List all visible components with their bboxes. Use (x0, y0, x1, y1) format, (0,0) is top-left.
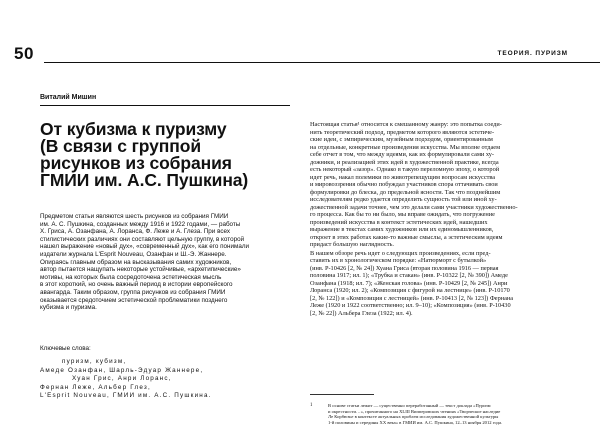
body-line: нить теоретический подход, предметом которого являются эстетиче- (310, 128, 495, 136)
abstract-line: мотивы, на которых была сосредоточена эстетическая мысль (40, 273, 222, 281)
body-line: на отдельные, конкретные произведения искусства. Мы вполне отдаем (310, 143, 501, 151)
abstract-line: Предметом статьи являются шесть рисунков из собрания ГМИИ (40, 213, 229, 220)
body-line: идет речь, накал полемики по животрепещущим вопросам искусства (310, 173, 496, 181)
abstract-line: Х. Гриса, А. Озанфана, А. Лоранса, Ф. Леже и А. Глеза. При всех (40, 228, 231, 236)
body-line: Озанфана (1918; ил. 7); «Женская голова» (инв. Р-10429 [2, № 245]) Анри (310, 279, 508, 287)
body-line: есть некоторый «зазор». Однако в такую переломную эпоху, о которой (310, 166, 500, 173)
abstract-line: Опираясь главным образом на высказывания самих художников, (40, 258, 232, 266)
body-line: формулировки до блеска, до предельной ясности. Так что позднейшим (310, 188, 501, 196)
title-line: От кубизма к пуризму (40, 119, 227, 139)
body-line: дожники, и реализацией этих идей в художественной практике, всегда (310, 158, 499, 166)
body-line: придаст большую наглядность. (310, 241, 394, 248)
abstract-line: издатели журнала L'Esprit Nouveau, Озанфан и Ш.-Э. Жаннере. (40, 250, 227, 258)
header-rule (44, 62, 600, 63)
title-line: ГМИИ им. А.С. Пушкина) (40, 170, 249, 190)
author-name: Виталий Мишин (40, 94, 97, 101)
abstract-line: стилистических различиях они составляют цельную группу, в которой (40, 235, 245, 243)
page-number: 50 (14, 44, 34, 63)
keywords-heading: Ключевые слова: (40, 345, 91, 352)
abstract-line: им. А. С. Пушкина, созданных между 1916 и 1922 годами, — работы (40, 220, 241, 228)
abstract-line: автор пытается нащупать некоторые устойчивые, «архетипические» (40, 266, 241, 274)
body-line: и мировоззрения обычно побуждал участников спора оттачивать свои (310, 181, 498, 188)
body-line: [2, № 22]) Альбера Глеза (1922; ил. 4). (310, 309, 413, 317)
abstract-line: нашел выражение «новый дух», «современный дух», как его понимали (40, 243, 250, 251)
body-text (310, 121, 572, 317)
author-divider (40, 105, 290, 106)
footnote (328, 403, 578, 425)
footnote-line: и окрестности…», прочитанного на XLIII Випперовских чтениях «Творческое наследие (328, 408, 501, 414)
body-line: половина 1917; ил. 1); «Трубка и стакан» (инв. Р-10322 [2, № 390]) Амеде (310, 272, 508, 279)
abstract-line: в этот короткий, но очень важный период в истории европейского (40, 281, 233, 289)
paragraph (310, 121, 572, 249)
abstract (40, 213, 300, 312)
footnote-line: В основе статьи лежит — существенно переработанный — текст доклада «Пуризм (328, 403, 491, 408)
keywords-line: Фернан Леже, Альбер Глез, (40, 383, 151, 391)
body-line: Лоранса (1920; ил. 2); «Композиция с фигурой на лестнице» (инв. Р-10170 (310, 287, 510, 294)
footnote-line: 1-й половины и середины XX века» в ГМИИ им. А.С. Пушкина, 12–13 ноября 2012 года. (328, 419, 503, 425)
body-line: произведений искусства в контекст эстетических идей, нашедших (310, 218, 488, 226)
keywords-line: Хуан Грис, Анри Лоранс, (72, 375, 172, 383)
article-title (40, 121, 300, 189)
body-line: выражение в текстах самих художников или их единомышленников, (310, 226, 494, 233)
keywords-line: пуризм, кубизм, (62, 358, 127, 365)
body-line: дожественной задачи точнее, чем это делали сами участники художественно- (310, 203, 518, 211)
body-line: [2, № 122]) и «Композиция с лестницей» (инв. Р-10413 [2, № 123]) Фернана (310, 294, 514, 302)
title-line: рисунков из собрания (40, 153, 232, 173)
body-line: В нашем обзоре речь идет о следующих произведениях, если пред- (310, 249, 491, 257)
footnote-line: Ле Корбюзье в контексте актуальных проблем исследования художественной культуры (328, 414, 499, 420)
body-line: ставить их в хронологическом порядке: «Натюрморт с бутылкой» (310, 257, 487, 264)
section-label: ТЕОРИЯ. ПУРИЗМ (497, 50, 568, 57)
body-line: ские идеи, с эмпирическим, музейным подходом, ориентированным (310, 136, 493, 143)
body-line: откроет в этих работах какие-то важные смыслы, а эстетическим идеям (310, 233, 503, 241)
abstract-line: оказывается средоточием эстетической проблематики позднего (40, 296, 228, 304)
paragraph (310, 250, 572, 318)
body-line: го процесса. Как бы то ни было, мы вправе ожидать, что погружение (310, 211, 495, 218)
abstract-line: кубизма и пуризма. (40, 304, 97, 312)
body-line: себе отчет в том, что между идеями, как их формулировали сами ху- (310, 151, 495, 158)
title-line: (В связи с группой (40, 136, 201, 156)
footnote-divider (310, 394, 374, 395)
keywords (40, 358, 302, 401)
keywords-line: L'Esprit Nouveau, ГМИИ им. А.С. Пушкина. (40, 392, 212, 400)
body-line: Леже (1920 и 1922 соответственно; ил. 9–10); «Композиция» (инв. Р-10430 (310, 302, 511, 309)
body-line: исследователям редко удается определить сущность той или иной ху- (310, 196, 497, 203)
body-line: Настоящая статья¹ относится к смешанному жанру: это попытка соеди- (310, 121, 502, 128)
body-line: (инв. Р-10426 [2, № 24]) Хуана Гриса (вторая половина 1916 — первая (310, 264, 499, 272)
keywords-line: Амеде Озанфан, Шарль-Эдуар Жаннере, (40, 366, 204, 374)
footnote-number: 1 (310, 403, 313, 408)
abstract-line: авангарда. Таким образом, группа рисунков из собрания ГМИИ (40, 288, 226, 296)
